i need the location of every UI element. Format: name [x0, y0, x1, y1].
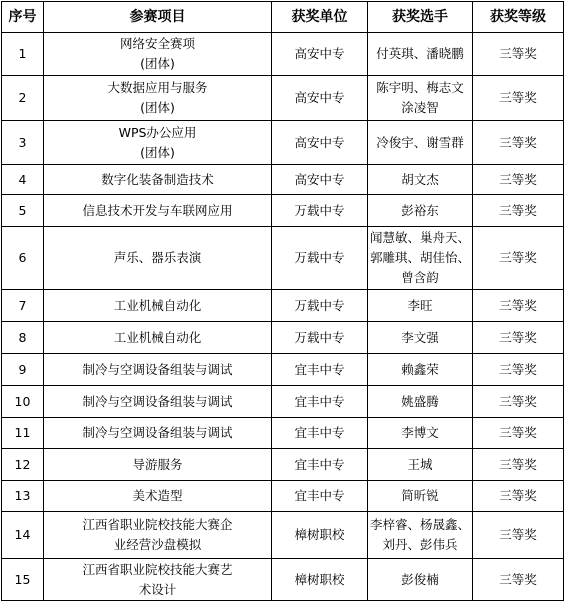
cell-level: 三等奖 [473, 165, 564, 195]
cell-winner-line: 涂凌智 [401, 100, 439, 115]
cell-winner [368, 227, 473, 290]
cell-item-line: 制冷与空调设备组装与调试 [82, 361, 233, 377]
cell-item-line: 制冷与空调设备组装与调试 [82, 393, 233, 409]
cell-level: 三等奖 [473, 290, 564, 322]
header-unit: 获奖单位 [272, 2, 368, 33]
cell-winner-line: 陈宇明、梅志文 [376, 80, 464, 95]
cell-unit: 宜丰中专 [272, 354, 368, 386]
cell-winner [368, 449, 473, 481]
cell-unit: 高安中专 [272, 76, 368, 121]
cell-winner-line: 胡文杰 [401, 171, 439, 187]
table-row [2, 512, 564, 559]
cell-unit: 高安中专 [272, 33, 368, 76]
cell-winner [368, 512, 473, 559]
table-row [2, 121, 564, 165]
table-row [2, 386, 564, 418]
cell-winner [368, 354, 473, 386]
cell-item-line: 业经营沙盘模拟 [113, 537, 202, 552]
cell-level: 三等奖 [473, 481, 564, 512]
cell-no: 5 [2, 195, 44, 227]
cell-item-line: 美术造型 [132, 488, 183, 503]
cell-winner-line: 李梓睿、杨晟鑫、 [370, 517, 471, 532]
cell-unit: 樟树职校 [272, 559, 368, 601]
table-row [2, 354, 564, 386]
cell-winner-line: 刘丹、彭伟兵 [382, 537, 458, 552]
cell-winner [368, 290, 473, 322]
cell-winner [368, 418, 473, 449]
cell-unit: 高安中专 [272, 165, 368, 195]
cell-item-line: 工业机械自动化 [113, 297, 202, 313]
cell-level: 三等奖 [473, 76, 564, 121]
cell-item-line: 江西省职业院校技能大赛企 [82, 517, 233, 532]
cell-item [44, 449, 272, 481]
cell-item [44, 322, 272, 354]
cell-no: 14 [2, 512, 44, 559]
cell-winner-line: 李旺 [407, 297, 433, 313]
table-row [2, 418, 564, 449]
cell-unit: 万载中专 [272, 227, 368, 290]
cell-item [44, 418, 272, 449]
cell-level: 三等奖 [473, 418, 564, 449]
cell-no: 4 [2, 165, 44, 195]
table-row [2, 33, 564, 76]
cell-no: 10 [2, 386, 44, 418]
cell-winner-line: 彭俊楠 [401, 571, 439, 587]
cell-winner-line: 简昕锐 [401, 488, 439, 503]
cell-unit: 宜丰中专 [272, 481, 368, 512]
cell-winner [368, 322, 473, 354]
cell-winner-line: 闻慧敏、巢舟天、 [370, 230, 471, 245]
cell-winner [368, 33, 473, 76]
cell-item-line: 术设计 [138, 581, 177, 597]
cell-unit: 万载中专 [272, 195, 368, 227]
table-row [2, 290, 564, 322]
cell-item [44, 354, 272, 386]
cell-item [44, 165, 272, 195]
cell-winner [368, 195, 473, 227]
cell-level: 三等奖 [473, 227, 564, 290]
cell-unit: 万载中专 [272, 290, 368, 322]
cell-unit: 高安中专 [272, 121, 368, 165]
cell-item [44, 386, 272, 418]
cell-unit: 宜丰中专 [272, 449, 368, 481]
cell-item [44, 76, 272, 121]
cell-level: 三等奖 [473, 322, 564, 354]
header-item: 参赛项目 [44, 2, 272, 33]
cell-winner [368, 559, 473, 601]
cell-winner-line: 付英琪、潘晓鹏 [376, 46, 464, 61]
cell-item [44, 559, 272, 601]
awards-table [1, 1, 564, 601]
cell-winner-line: 冷俊宇、谢雪群 [376, 134, 464, 150]
cell-no: 13 [2, 481, 44, 512]
cell-level: 三等奖 [473, 512, 564, 559]
cell-level: 三等奖 [473, 121, 564, 165]
header-no: 序号 [2, 2, 44, 33]
cell-winner [368, 386, 473, 418]
cell-item-line: WPS办公应用 [118, 124, 197, 140]
cell-item [44, 121, 272, 165]
cell-winner-line: 郭雕琪、胡佳怡、 [370, 250, 471, 265]
cell-no: 15 [2, 559, 44, 601]
cell-winner-line: 王城 [407, 456, 433, 472]
cell-level: 三等奖 [473, 195, 564, 227]
cell-winner-line: 李博文 [401, 425, 439, 440]
cell-item-line: 制冷与空调设备组装与调试 [82, 425, 233, 440]
cell-winner [368, 165, 473, 195]
cell-no: 7 [2, 290, 44, 322]
cell-winner [368, 481, 473, 512]
table-header [2, 2, 564, 33]
header-winner: 获奖选手 [368, 2, 473, 33]
cell-item-line: 网络安全赛项 [119, 36, 195, 51]
cell-item-line: (团体) [140, 144, 175, 160]
cell-no: 11 [2, 418, 44, 449]
cell-level: 三等奖 [473, 33, 564, 76]
header-row [2, 2, 564, 33]
cell-item-line: 江西省职业院校技能大赛艺 [82, 561, 233, 577]
cell-no: 2 [2, 76, 44, 121]
cell-item-line: 工业机械自动化 [113, 329, 202, 345]
cell-unit: 万载中专 [272, 322, 368, 354]
cell-item [44, 33, 272, 76]
cell-item [44, 227, 272, 290]
cell-winner-line: 李文强 [401, 329, 439, 345]
cell-winner-line: 姚盛腾 [401, 393, 439, 409]
cell-no: 12 [2, 449, 44, 481]
cell-unit: 宜丰中专 [272, 418, 368, 449]
cell-winner [368, 121, 473, 165]
cell-item-line: (团体) [140, 56, 175, 71]
cell-winner-line: 赖鑫荣 [401, 361, 439, 377]
table-body [2, 33, 564, 601]
cell-item-line: 大数据应用与服务 [107, 80, 208, 95]
cell-level: 三等奖 [473, 386, 564, 418]
cell-winner-line: 曾含韵 [401, 270, 439, 285]
cell-winner [368, 76, 473, 121]
table-row [2, 227, 564, 290]
cell-item [44, 195, 272, 227]
cell-no: 9 [2, 354, 44, 386]
cell-level: 三等奖 [473, 559, 564, 601]
cell-item-line: 导游服务 [132, 456, 183, 472]
table-row [2, 165, 564, 195]
cell-no: 6 [2, 227, 44, 290]
table-row [2, 76, 564, 121]
cell-item-line: 数字化装备制造技术 [101, 171, 214, 187]
table-row [2, 481, 564, 512]
table-row [2, 322, 564, 354]
table-row [2, 449, 564, 481]
cell-no: 1 [2, 33, 44, 76]
cell-item [44, 512, 272, 559]
cell-item-line: 信息技术开发与车联网应用 [82, 202, 233, 218]
cell-no: 8 [2, 322, 44, 354]
cell-winner-line: 彭裕东 [401, 202, 439, 218]
cell-item-line: (团体) [140, 100, 175, 115]
cell-unit: 宜丰中专 [272, 386, 368, 418]
cell-item-line: 声乐、器乐表演 [113, 250, 202, 265]
cell-no: 3 [2, 121, 44, 165]
cell-unit: 樟树职校 [272, 512, 368, 559]
cell-level: 三等奖 [473, 354, 564, 386]
header-level: 获奖等级 [473, 2, 564, 33]
cell-level: 三等奖 [473, 449, 564, 481]
cell-item [44, 290, 272, 322]
table-row [2, 195, 564, 227]
cell-item [44, 481, 272, 512]
table-row [2, 559, 564, 601]
